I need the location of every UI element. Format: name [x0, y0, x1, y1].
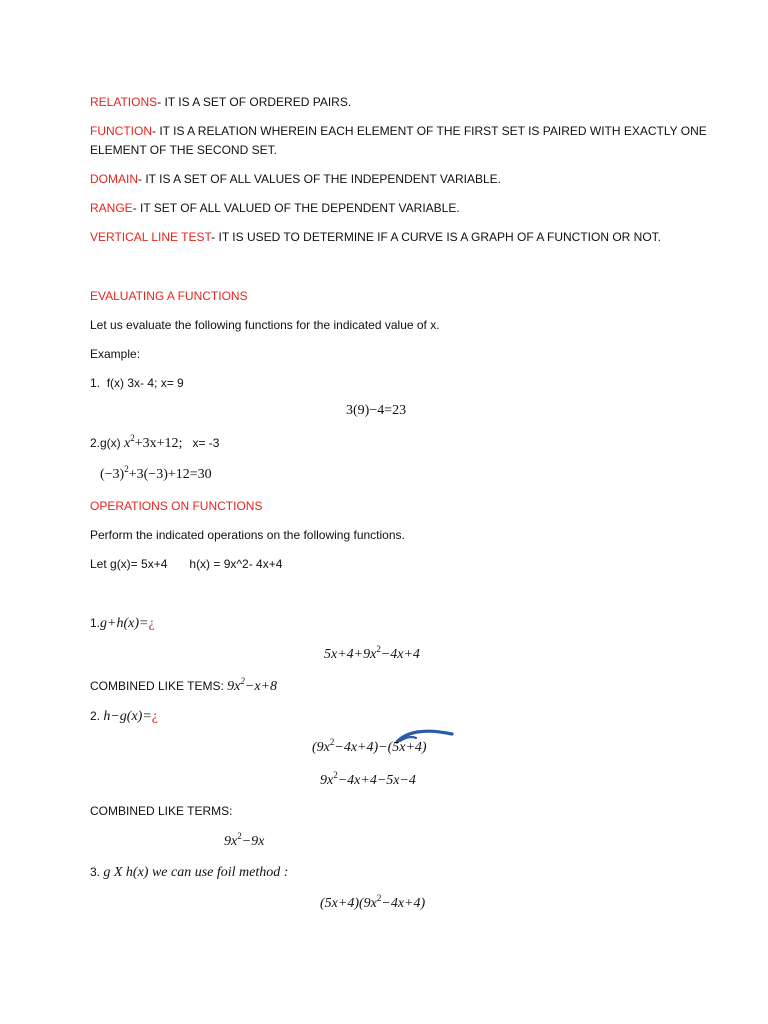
operation-1-number: 1.: [90, 616, 101, 630]
operation-3-expression: g X h(x) we can use foil method :: [103, 865, 289, 880]
function-term: FUNCTION: [90, 124, 152, 138]
range-term: RANGE: [90, 201, 133, 215]
operation-3-expansion: $(5x+4)(9x^2-4x+4)$: [320, 893, 426, 911]
operations-heading: OPERATIONS ON FUNCTIONS: [90, 499, 263, 513]
example-1-solution: 3(9)−4=23: [346, 403, 407, 418]
domain-text: - IT IS A SET OF ALL VALUES OF THE INDEPENDENT VARIABLE.: [138, 172, 502, 186]
operation-1-expansion: $5x+4+9x^2-4x+4$: [324, 644, 420, 662]
operation-3-number: 3.: [90, 865, 101, 879]
example-1-number: 1.: [90, 376, 101, 390]
operation-3: [90, 864, 288, 881]
evaluating-heading: EVALUATING A FUNCTIONS: [90, 289, 248, 303]
function-definition-cont: ELEMENT OF THE SECOND SET.: [90, 143, 277, 157]
operation-1-missing-glyph: ¿: [148, 616, 155, 631]
example-label: Example:: [90, 347, 141, 361]
relations-text: - IT IS A SET OF ORDERED PAIRS.: [157, 95, 352, 109]
operation-2-missing-glyph: ¿: [151, 709, 159, 724]
relations-term: RELATIONS: [90, 95, 158, 109]
operation-2-expression: h−g(x)=: [103, 709, 152, 724]
operation-1-expression: g+h(x)=: [100, 616, 149, 631]
domain-definition: [90, 171, 501, 187]
example-2-expression: $x^2+3x+12$;: [124, 433, 183, 451]
range-text: - IT SET OF ALL VALUED OF THE DEPENDENT VARIABLE.: [132, 201, 460, 215]
operation-2-expression-line: $(9x^2-4x+4)-(5x+4)$: [312, 737, 427, 755]
example-1: [90, 375, 184, 391]
domain-term: DOMAIN: [90, 172, 138, 186]
vertical-line-test-definition: [90, 229, 661, 245]
combined-1-result: $9x^2-x+8$: [227, 676, 277, 694]
example-2-prefix: 2.g(x): [90, 436, 121, 450]
vlt-term: VERTICAL LINE TEST: [90, 230, 212, 244]
evaluating-intro: Let us evaluate the following functions for the indicated value of x.: [90, 318, 440, 332]
let-functions: [90, 556, 282, 572]
combined-1-label: COMBINED LIKE TEMS:: [90, 679, 224, 693]
example-2-solution: $(-3)^2+3(-3)+12=30$: [100, 464, 212, 482]
range-definition: [90, 200, 460, 216]
vlt-text: - IT IS USED TO DETERMINE IF A CURVE IS A GRAPH OF A FUNCTION OR NOT.: [211, 230, 662, 244]
operation-2-expansion: $9x^2-4x+4-5x-4$: [320, 770, 416, 788]
operations-intro: Perform the indicated operations on the following functions.: [90, 528, 405, 542]
let-g: Let g(x)= 5x+4: [90, 557, 168, 571]
example-2: [90, 435, 219, 452]
relations-definition: [90, 94, 351, 110]
operation-1: [90, 615, 155, 632]
operation-2-number: 2.: [90, 709, 101, 723]
combined-1: [90, 678, 277, 695]
let-h: h(x) = 9x^2- 4x+4: [189, 557, 283, 571]
function-text: - IT IS A RELATION WHEREIN EACH ELEMENT OF THE FIRST SET IS PAIRED WITH EXACTLY ONE: [152, 124, 707, 138]
combined-2-result: $9x^2-9x$: [224, 831, 265, 849]
example-1-text: f(x) 3x- 4; x= 9: [106, 376, 184, 390]
example-2-value: x= -3: [192, 436, 220, 450]
function-definition: [90, 123, 707, 139]
combined-2-label: COMBINED LIKE TERMS:: [90, 804, 233, 818]
operation-2: [90, 708, 158, 725]
